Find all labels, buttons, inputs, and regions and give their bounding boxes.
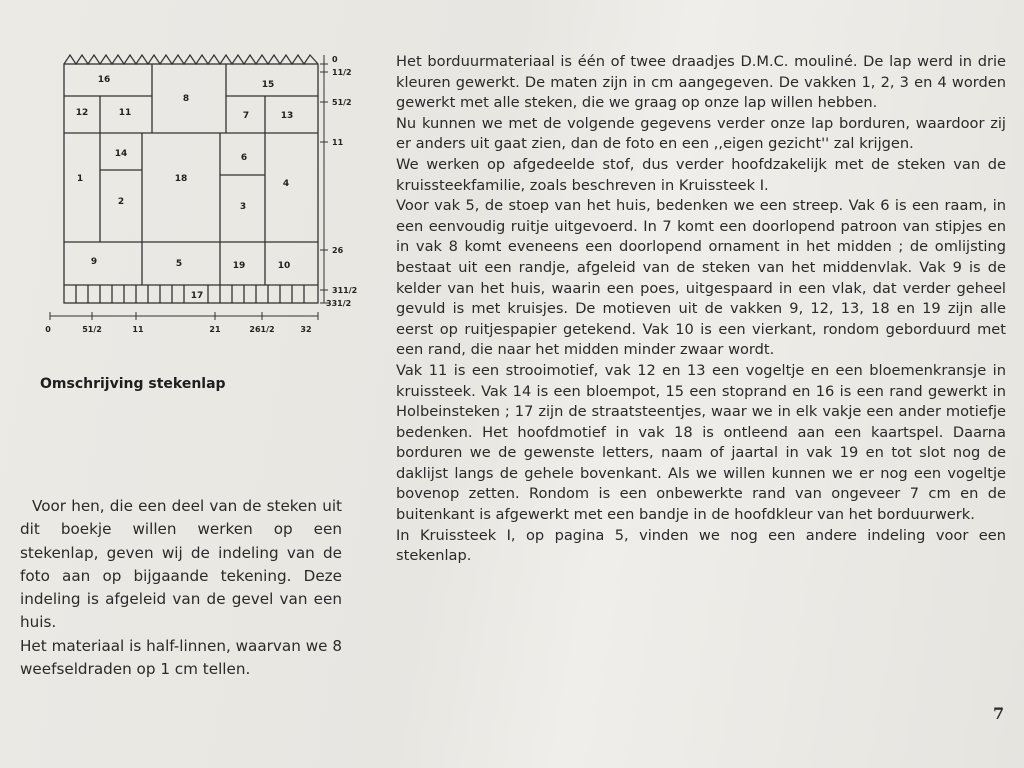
cell-label: 19 [232,261,246,271]
paragraph: Voor vak 5, de stoep van het huis, bedenken we een streep. Vak 6 is een raam, in een eenvoudig ruitje uitgevoerd. In 7 komt een doorlopend patroon van stipjes en in vak 8 komt eveneens een doorlopend ornament in het midden ; de omlijsting bestaat uit een randje, afgeleid van de steken van het middenvlak. Vak 9 is de kelder van het huis, waarin een poes, uitgespaard in een vlak, dat verder geheel gevuld is met kruisjes. De motieven uit de vakken 9, 12, 13, 18 en 19 zijn alle eerst op ruitjespapier getekend. Vak 10 is een vierkant, rondom geborduurd met een rand, die naar het midden minder zwaar wordt. [396,197,1006,359]
paragraph: Het borduurmateriaal is één of twee draadjes D.M.C. mouliné. De lap werd in drie kleuren gewerkt. De maten zijn in cm aangegeven. De vakken 1, 2, 3 en 4 worden gewerkt met alle steken, die we graag op onze lap willen hebben. [396,53,1006,112]
cell-label: 12 [75,108,89,118]
roof-zigzag [64,55,318,64]
scale-label-bottom: 11 [132,325,144,334]
scale-label-bottom: 51/2 [82,325,102,334]
cell-label: 8 [182,94,190,104]
paragraph: Vak 11 is een strooimotief, vak 12 en 13 een vogeltje en een bloemenkransje in kruissteek. Vak 14 is een bloempot, 15 een stoprand en 16 is een rand gewerkt in Holbeinsteken ; 17 zijn de straatsteentjes, waar we in elk vakje een ander motiefje bedenken. Het hoofdmotief in vak 18 is ontleend aan een kaartspel. Daarna borduren we de gewenste letters, naam of jaartal in vak 19 en tot slot nog de daklijst langs de gehele bovenkant. Als we willen kunnen we er nog een vogeltje bovenop zetten. Rondom is een onbewerkte rand van ongeveer 7 cm en de buitenkant is afgewerkt met een bandje in de hoofdkleur van het borduurwerk. [396,361,1006,524]
cell-label: 2 [117,197,125,207]
page-number: 7 [993,704,1005,723]
cell-label: 14 [114,149,128,159]
cell-label: 4 [282,179,290,189]
scale-label-right: 311/2 [332,286,358,295]
cell-label: 17 [190,291,204,301]
cell-label: 16 [97,75,111,85]
scale-label-bottom: 21 [209,325,221,334]
layout-diagram [0,0,370,345]
cell-label: 6 [240,153,248,163]
scale-label-right: 0 [332,55,338,64]
scale-label-right: 51/2 [332,98,352,107]
cell-label: 7 [242,111,250,121]
cell-label: 13 [280,111,294,121]
scale-label-right: 26 [332,246,344,255]
right-column-text [396,52,1006,567]
scale-label-bottom: 32 [300,325,312,334]
diagram-caption: Omschrijving stekenlap [40,376,226,392]
left-column-text [20,495,342,681]
cell-label: 9 [90,257,98,267]
cell-label: 3 [239,202,247,212]
cell-label: 1 [76,174,84,184]
scale-label-right: 11 [332,138,344,147]
cell-label: 10 [277,261,291,271]
cell-label: 15 [261,80,275,90]
scale-label-right: 331/2 [326,299,352,308]
cell-label: 5 [175,259,183,269]
paragraph: In Kruissteek I, op pagina 5, vinden we nog een andere indeling voor een stekenlap. [396,526,1006,565]
paragraph: Het materiaal is half-linnen, waarvan we 8 weefseldraden op 1 cm tellen. [20,636,342,679]
scale-label-bottom: 0 [45,325,51,334]
paragraph: We werken op afgedeelde stof, dus verder hoofdzakelijk met de steken van de kruissteekfamilie, zoals beschreven in Kruissteek I. [396,155,1006,194]
cell-label: 18 [174,174,188,184]
cell-label: 11 [118,108,132,118]
scale-label-right: 11/2 [332,68,352,77]
paragraph: Nu kunnen we met de volgende gegevens verder onze lap borduren, waardoor zij er anders uit gaat zien, dan de foto en een ,,eigen gezicht'' zal krijgen. [396,114,1006,153]
paragraph: Voor hen, die een deel van de steken uit dit boekje willen werken op een stekenlap, geven wij de indeling van de foto aan op bijgaande tekening. Deze indeling is afgeleid van de gevel van een huis. [20,497,342,632]
scale-label-bottom: 261/2 [249,325,275,334]
